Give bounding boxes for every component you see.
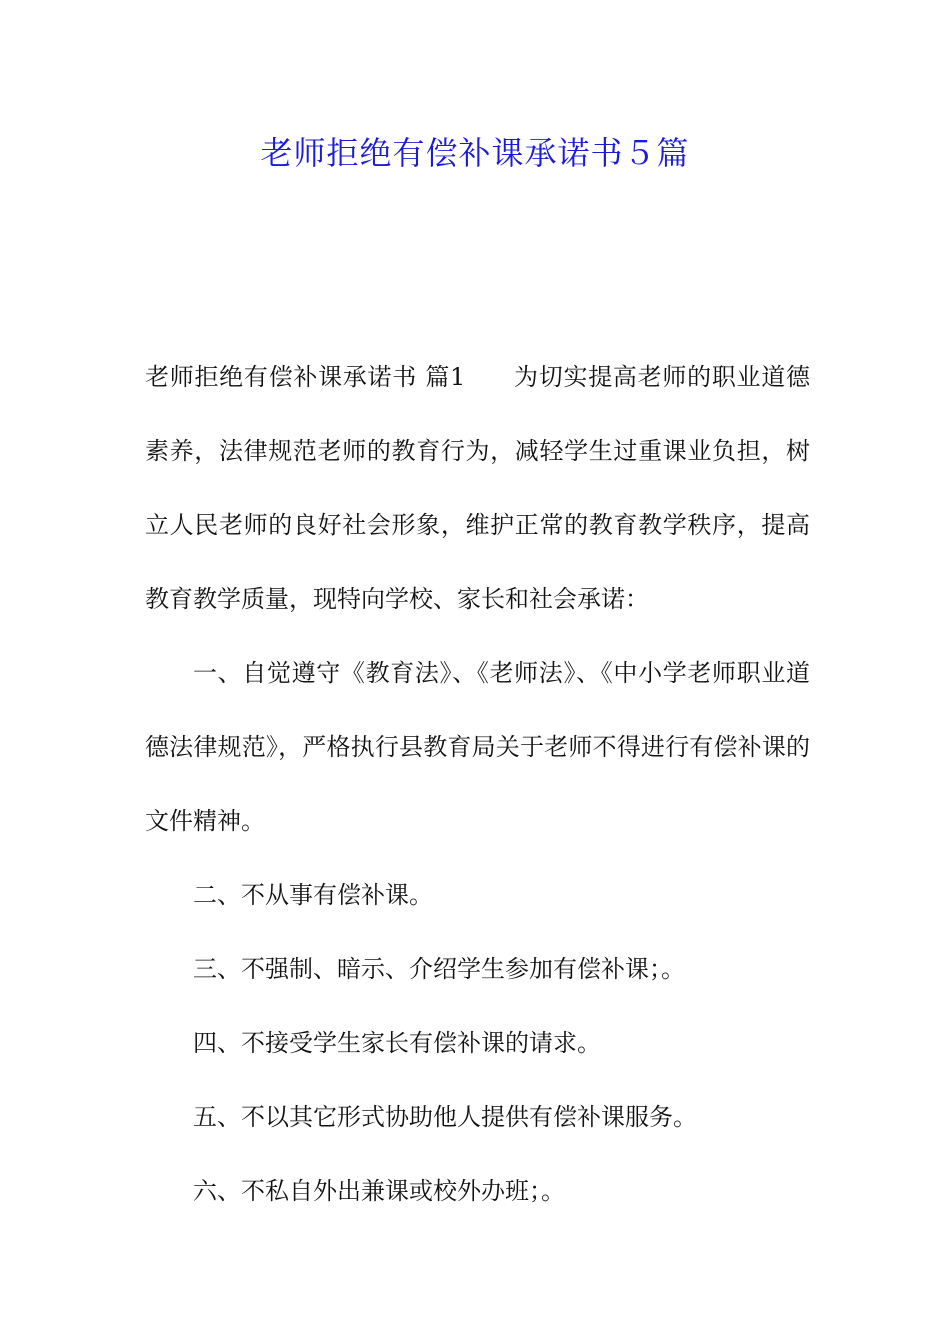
- list-item: 一、自觉遵守《教育法》、《老师法》、《中小学老师职业道德法律规范》，严格执行县教育局关于老师不得进行有偿补课的文件精神。: [145, 659, 810, 835]
- list-item: 四、不接受学生家长有偿补课的请求。: [193, 1029, 601, 1057]
- section-heading: 老师拒绝有偿补课承诺书 篇1: [145, 363, 466, 391]
- list-item: 五、不以其它形式协助他人提供有偿补课服务。: [193, 1103, 697, 1131]
- intro-paragraph: [145, 340, 810, 636]
- list-item: 二、不从事有偿补课。: [193, 881, 433, 909]
- document-title: 老师拒绝有偿补课承诺书５篇: [260, 134, 690, 172]
- list-item: 六、不私自外出兼课或校外办班；。: [193, 1177, 565, 1205]
- document-body: [145, 340, 810, 1228]
- intro-text: 为切实提高老师的职业道德素养，法律规范老师的教育行为，减轻学生过重课业负担，树立人民老师的良好社会形象，维护正常的教育教学秩序，提高教育教学质量，现特向学校、家长和社会承诺：: [145, 363, 810, 613]
- list-item: 三、不强制、暗示、介绍学生参加有偿补课；。: [193, 955, 685, 983]
